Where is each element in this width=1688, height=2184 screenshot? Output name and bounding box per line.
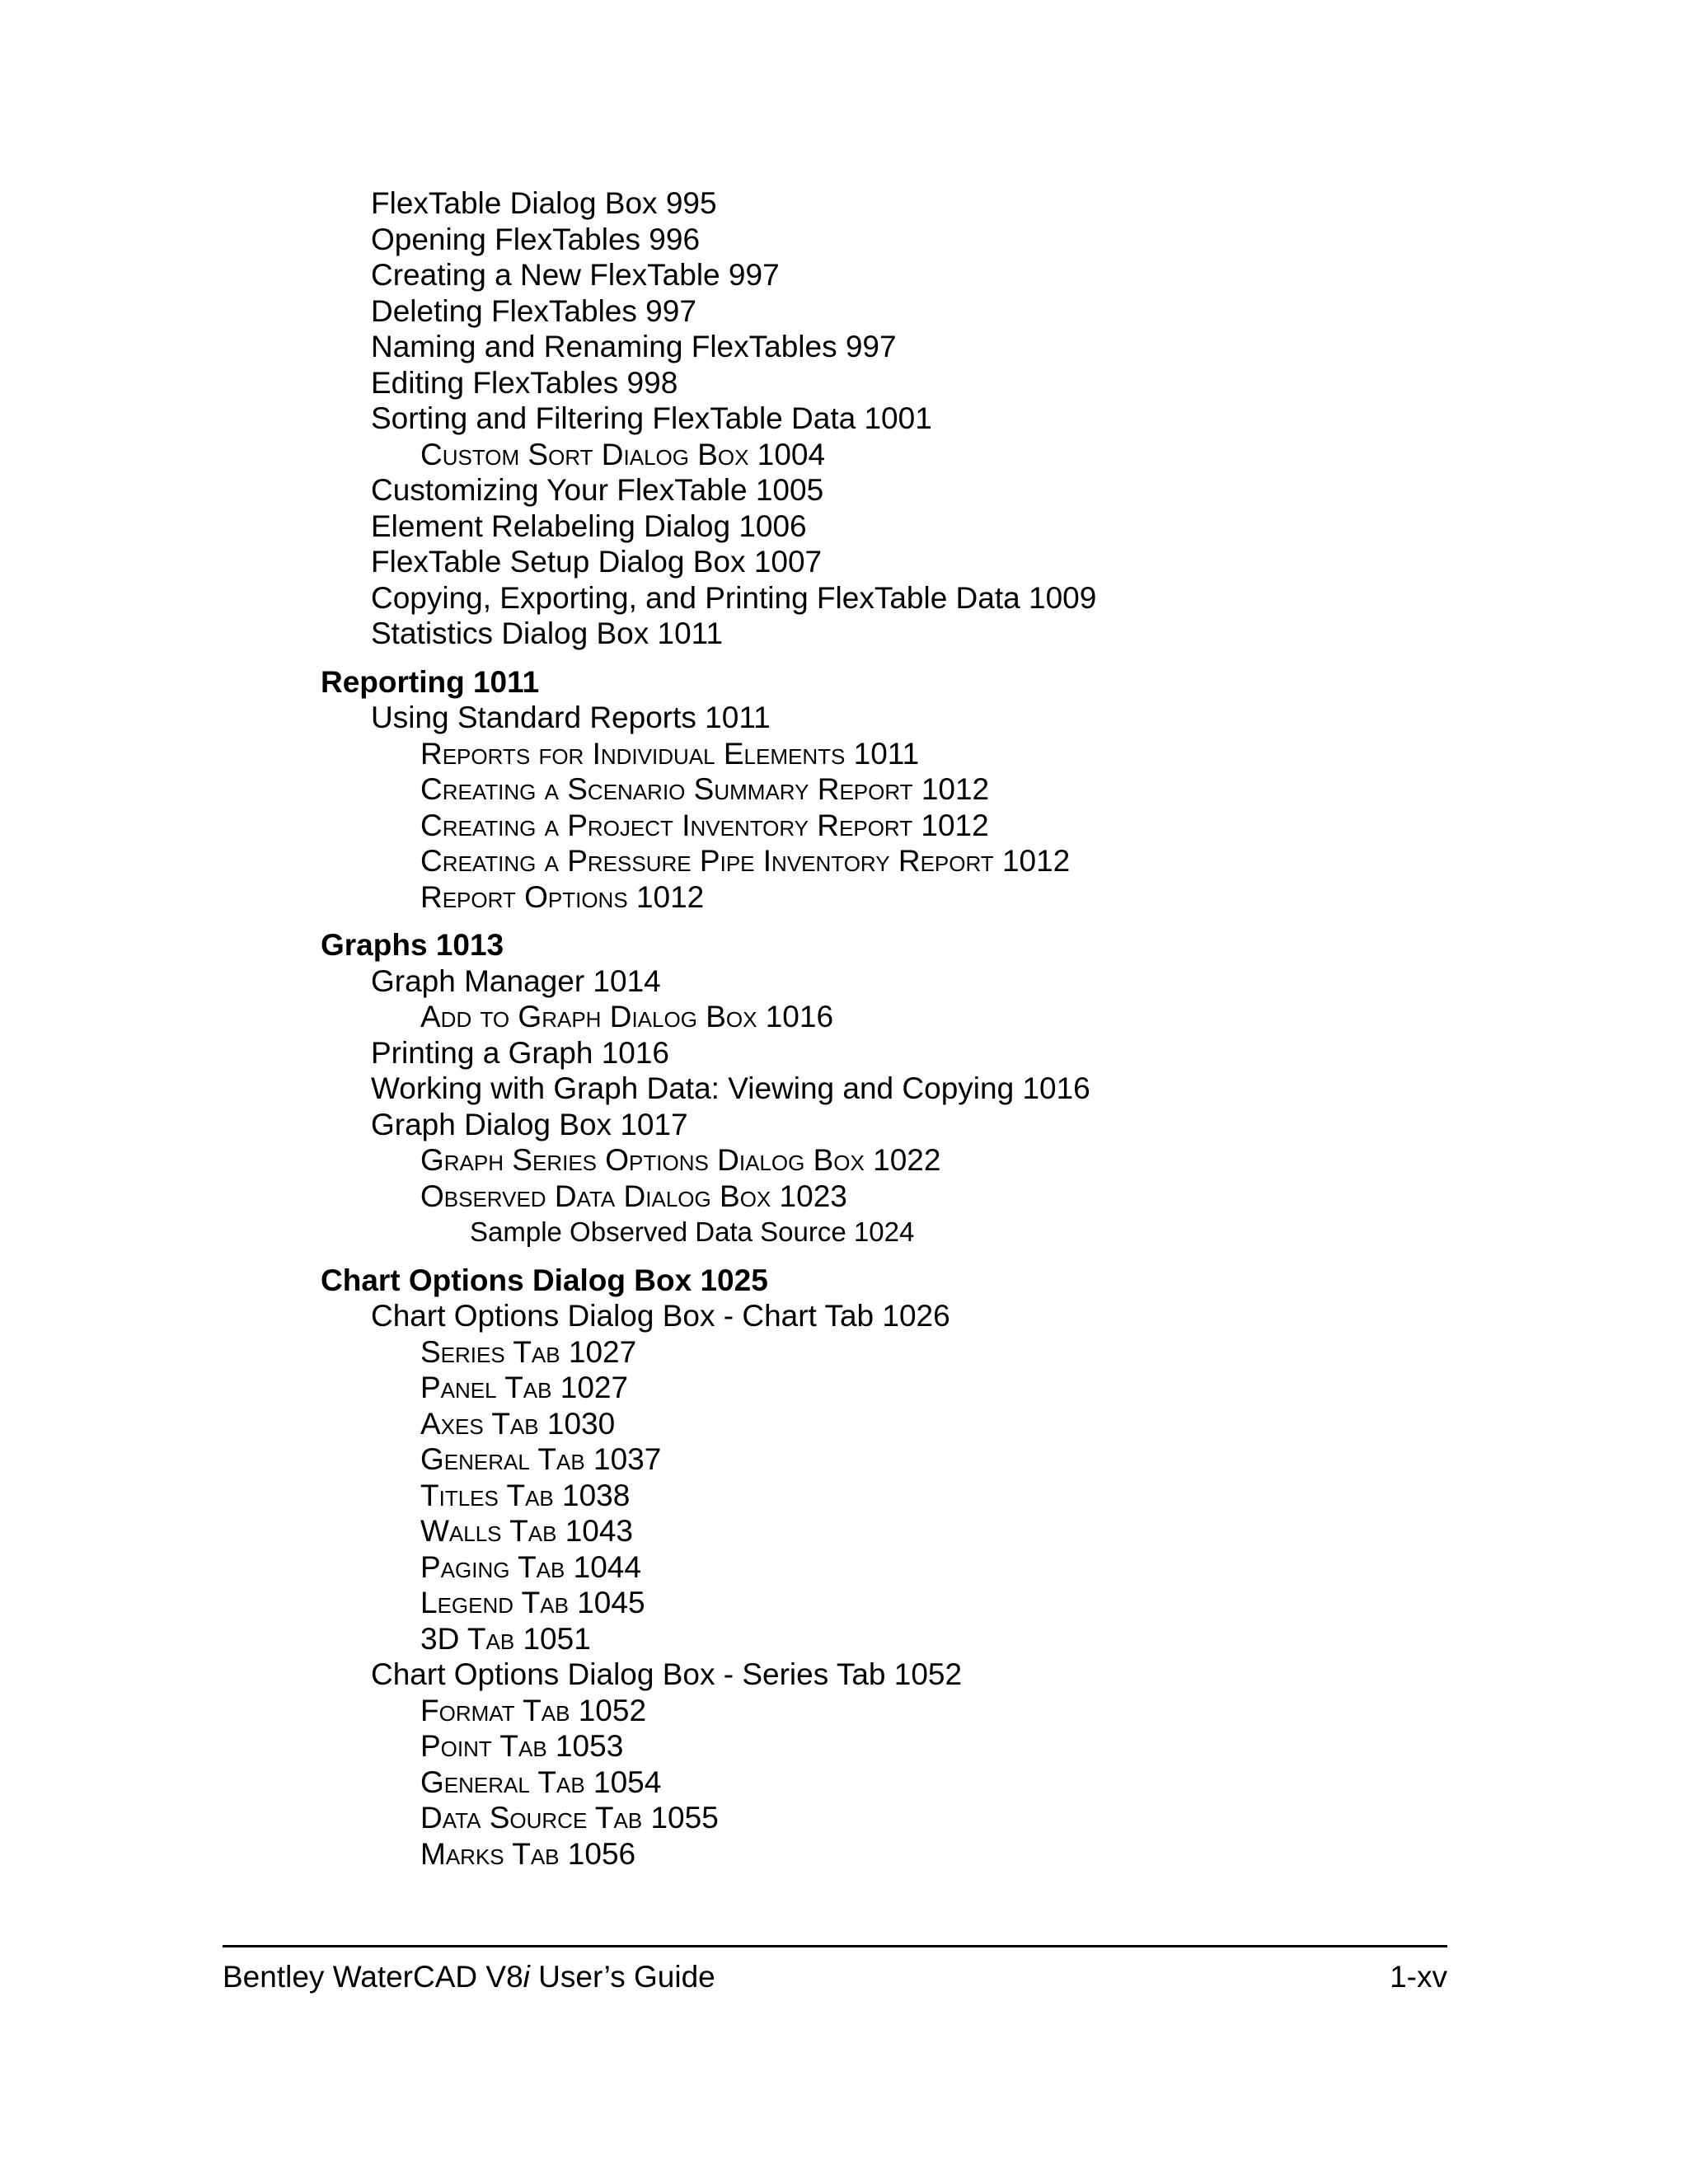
toc-entry: Opening FlexTables 996 [371,222,701,256]
table-of-contents [0,185,1688,1872]
toc-entry: FlexTable Dialog Box 995 [371,186,717,220]
toc-entry: Chart Options Dialog Box - Series Tab 1052 [371,1657,963,1691]
toc-entry: Marks Tab 1056 [420,1836,636,1871]
toc-entry: Observed Data Dialog Box 1023 [420,1179,847,1213]
toc-entry: Titles Tab 1038 [420,1478,631,1512]
toc-entry: Add to Graph Dialog Box 1016 [420,1000,834,1033]
toc-entry: Sorting and Filtering FlexTable Data 1001 [371,401,932,435]
toc-entry: Element Relabeling Dialog 1006 [371,509,807,543]
toc-entry: Creating a Scenario Summary Report 1012 [420,772,990,806]
toc-entry: Working with Graph Data: Viewing and Copying 1016 [371,1071,1090,1105]
toc-entry: Sample Observed Data Source 1024 [470,1216,915,1247]
toc-entry: Report Options 1012 [420,879,705,914]
footer-title-prefix: Bentley WaterCAD V8 [223,1960,523,1994]
toc-entry: Copying, Exporting, and Printing FlexTable Data 1009 [371,580,1097,615]
footer-book-title [223,1960,715,1994]
toc-entry: Graph Dialog Box 1017 [371,1107,688,1141]
toc-entry: 3D Tab 1051 [420,1621,591,1656]
toc-entry: Point Tab 1053 [420,1729,624,1763]
toc-entry: Using Standard Reports 1011 [371,701,771,734]
toc-heading: Graphs 1013 [321,928,504,962]
toc-entry: Format Tab 1052 [420,1693,647,1727]
toc-entry: Data Source Tab 1055 [420,1801,719,1835]
toc-entry: Series Tab 1027 [420,1334,637,1369]
toc-entry: Creating a New FlexTable 997 [371,258,780,292]
toc-entry: Legend Tab 1045 [420,1586,645,1619]
toc-entry: Statistics Dialog Box 1011 [371,616,724,650]
toc-entry: Printing a Graph 1016 [371,1035,670,1070]
toc-entry: Deleting FlexTables 997 [371,293,696,328]
footer-rule [223,1945,1447,1947]
toc-entry: Walls Tab 1043 [420,1514,634,1548]
toc-heading: Reporting 1011 [321,664,540,699]
footer-page-number: 1-xv [1390,1960,1447,1994]
toc-entry: General Tab 1054 [420,1765,662,1799]
footer-title-suffix: User’s Guide [529,1960,715,1994]
toc-entry: Reports for Individual Elements 1011 [420,736,920,771]
toc-entry: Customizing Your FlexTable 1005 [371,473,824,507]
toc-entry: Creating a Project Inventory Report 1012 [420,808,989,842]
toc-entry: Editing FlexTables 998 [371,365,678,400]
toc-entry: Axes Tab 1030 [420,1406,616,1441]
toc-entry: Custom Sort Dialog Box 1004 [420,437,826,471]
toc-entry: Graph Series Options Dialog Box 1022 [420,1143,941,1177]
toc-entry: Paging Tab 1044 [420,1549,641,1584]
toc-entry: Creating a Pressure Pipe Inventory Report 1012 [420,844,1071,878]
toc-entry: Chart Options Dialog Box - Chart Tab 1026 [371,1299,950,1333]
toc-heading: Chart Options Dialog Box 1025 [321,1263,768,1297]
toc-entry: General Tab 1037 [420,1442,662,1476]
toc-entry: FlexTable Setup Dialog Box 1007 [371,545,823,579]
toc-entry: Naming and Renaming FlexTables 997 [371,330,897,363]
toc-entry: Panel Tab 1027 [420,1371,629,1404]
footer-title-italic: i [523,1960,530,1994]
toc-entry: Graph Manager 1014 [371,963,661,998]
